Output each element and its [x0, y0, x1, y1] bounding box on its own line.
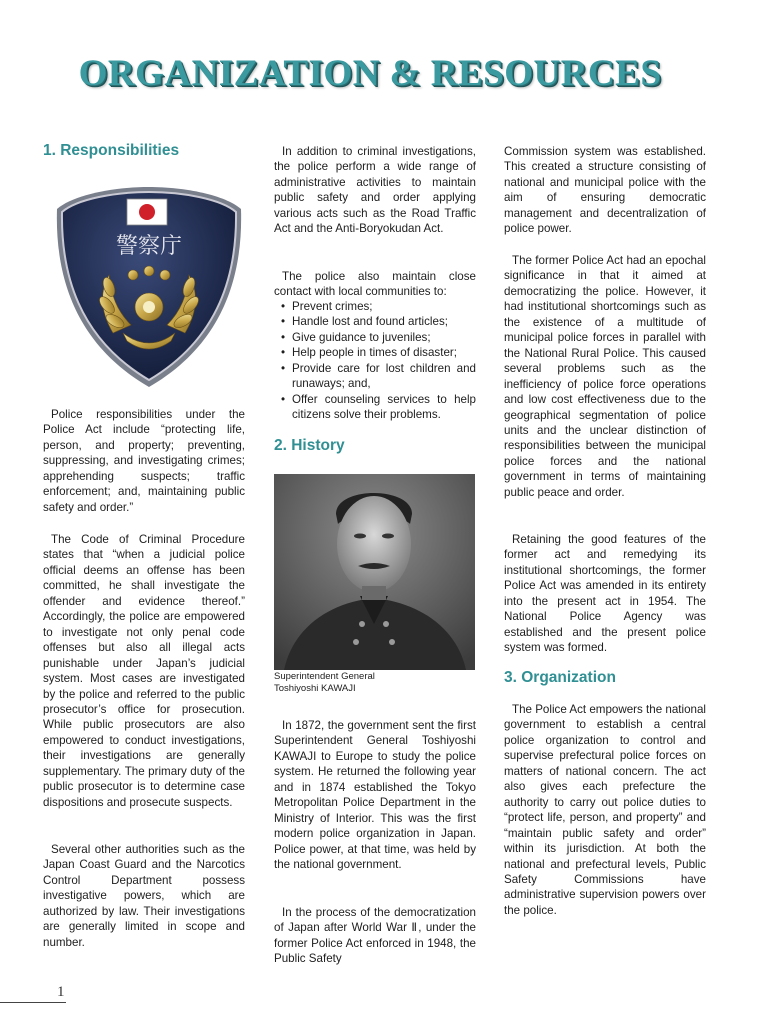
list-item: • Prevent crimes; [274, 299, 476, 314]
responsibilities-paragraph-5: The police also maintain close contact with local communities to: [274, 270, 476, 299]
community-activities-list [274, 299, 476, 423]
heading-organization: 3. Organization [504, 669, 616, 686]
police-emblem-image [53, 183, 245, 391]
list-item: • Give guidance to juveniles; [274, 330, 476, 345]
footer-rule [0, 1002, 66, 1003]
history-paragraph-2: In the process of the democratization of Japan after World War Ⅱ, under the former Police Act enforced in 1948, the Public Safety [274, 906, 476, 966]
organization-paragraph-1: The Police Act empowers the national government to establish a central police organization to control and supervise prefectural police forces on matters of national concern. The act also gives each prefecture the authority to carry out police duties to “protect life, person, and property” and “maintain public safety and order” within its jurisdiction. At both the national and prefectural levels, Public Safety Commissions have administrative supervision powers over the police. [504, 703, 706, 917]
history-paragraph-2-continued: Commission system was established. This created a structure consisting of national and municipal police with the aim of ensuring democratic management and decentralization of police power. [504, 145, 706, 236]
list-item: • Provide care for lost children and runaways; and, [274, 361, 476, 392]
emblem-text: 警察庁 [115, 234, 183, 259]
page-title: ORGANIZATION & RESOURCES [78, 53, 662, 94]
responsibilities-paragraph-1: Police responsibilities under the Police Act include “protecting life, person, and property; preventing, suppressing, and investigating crimes; apprehending suspects; traffic enforcement; and, maintaining public safety and order.” [43, 408, 245, 514]
responsibilities-paragraph-2: The Code of Criminal Procedure states that “when a judicial police official deems an offense has been committed, he shall investigate the offender and evidence thereof.” Accordingly, the police are empowered to investigate not only penal code offenses but also all illegal acts punishable under Japan’s judicial system. Most cases are investigated by the police and referred to the public prosecutor’s office for prosecution. While public prosecutors are also empowered to conduct investigations, their investigations are generally supplementary. The primary duty of the public prosecutor is to determine case dispositions and prosecute suspects. [43, 533, 245, 809]
list-item: • Help people in times of disaster; [274, 345, 476, 360]
list-item: • Handle lost and found articles; [274, 314, 476, 329]
responsibilities-paragraph-4: In addition to criminal investigations, the police perform a wide range of administrative activities to maintain public safety and order applying various acts such as the Road Traffic Act and the Anti-Boryokudan Act. [274, 145, 476, 236]
responsibilities-paragraph-3: Several other authorities such as the Japan Coast Guard and the Narcotics Control Department possess investigative powers, which are authorized by law. Their investigations are generally limited in scope and number. [43, 843, 245, 949]
portrait-photo [274, 474, 475, 670]
page-number: 1 [57, 984, 65, 1000]
caption-line-1: Superintendent General [274, 671, 375, 682]
caption-line-2: Toshiyoshi KAWAJI [274, 683, 356, 694]
portrait-caption [274, 671, 375, 695]
history-paragraph-1: In 1872, the government sent the first Superintendent General Toshiyoshi KAWAJI to Europe to study the police system. He returned the following year and in 1874 established the Tokyo Metropolitan Police Department in the Ministry of Interior. This was the first modern police organization in Japan. Police power, at that time, was held by the national government. [274, 719, 476, 872]
history-paragraph-4: Retaining the good features of the former act and remedying its institutional shortcomings, the former Police Act was amended in its entirety into the present act in 1954. The National Police Agency was established and the present police system was formed. [504, 533, 706, 655]
heading-history: 2. History [274, 437, 345, 454]
list-item: • Offer counseling services to help citizens solve their problems. [274, 392, 476, 423]
heading-responsibilities: 1. Responsibilities [43, 142, 180, 159]
history-paragraph-3: The former Police Act had an epochal significance in that it aimed at democratizing the police. However, it had institutional shortcomings such as the existence of a multitude of municipal police forces in parallel with the National Rural Police. This caused several problems such as the inefficiency of police force operations and low cost effectiveness due to the geographical segmentation of police units and the unclear distinction of responsibilities between the municipal police forces and the national government in terms of maintaining public peace and order. [504, 254, 706, 499]
